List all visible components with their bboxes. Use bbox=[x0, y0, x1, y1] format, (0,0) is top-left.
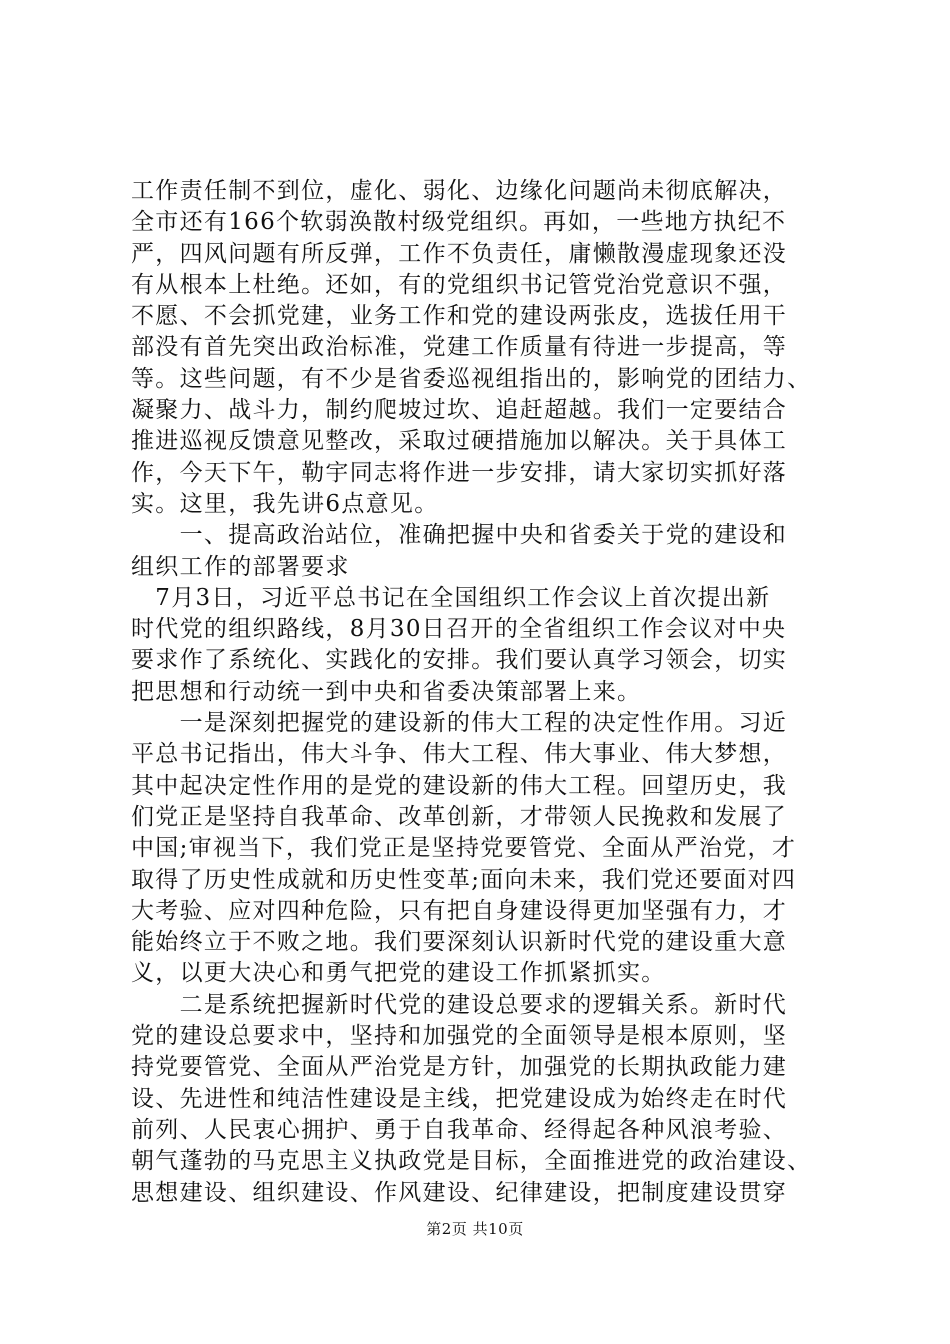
text-line: 有从根本上杜绝。还如，有的党组织书记管党治党意识不强， bbox=[131, 271, 788, 298]
text-line: 朝气蓬勃的马克思主义执政党是目标，全面推进党的政治建设、 bbox=[131, 1148, 812, 1175]
text-line: 工作责任制不到位，虚化、弱化、边缘化问题尚未彻底解决， bbox=[131, 178, 788, 204]
text-line: 全市还有166个软弱涣散村级党组织。再如，一些地方执纪不 bbox=[131, 209, 787, 236]
text-line: 凝聚力、战斗力，制约爬坡过坎、追赶超越。我们一定要结合 bbox=[131, 397, 788, 424]
text-line: 7月3日，习近平总书记在全国组织工作会议上首次提出新 bbox=[131, 584, 771, 611]
document-body bbox=[131, 176, 831, 1209]
text-line: 部没有首先突出政治标准，党建工作质量有待进一步提高，等 bbox=[131, 334, 788, 361]
text-line: 推进巡视反馈意见整改，采取过硬措施加以解决。关于具体工 bbox=[131, 428, 788, 455]
text-line: 思想建设、组织建设、作风建设、纪律建设，把制度建设贯穿 bbox=[131, 1179, 788, 1206]
text-line: 中国;审视当下，我们党正是坚持党要管党、全面从严治党，才 bbox=[131, 835, 797, 862]
text-line: 其中起决定性作用的是党的建设新的伟大工程。回望历史，我 bbox=[131, 772, 788, 799]
text-line: 二是系统把握新时代党的建设总要求的逻辑关系。新时代 bbox=[131, 991, 788, 1018]
text-line: 时代党的组织路线，8月30日召开的全省组织工作会议对中央 bbox=[131, 616, 787, 643]
text-line: 一是深刻把握党的建设新的伟大工程的决定性作用。习近 bbox=[131, 710, 788, 737]
text-line: 设、先进性和纯洁性建设是主线，把党建设成为始终走在时代 bbox=[131, 1085, 788, 1112]
text-line: 实。这里，我先讲6点意见。 bbox=[131, 490, 439, 517]
page-footer: 第2页 共10页 bbox=[426, 1220, 524, 1238]
text-line: 等。这些问题，有不少是省委巡视组指出的，影响党的团结力、 bbox=[131, 365, 812, 392]
text-line: 平总书记指出，伟大斗争、伟大工程、伟大事业、伟大梦想， bbox=[131, 741, 788, 768]
text-line: 能始终立于不败之地。我们要深刻认识新时代党的建设重大意 bbox=[131, 929, 788, 956]
text-line: 作，今天下午，勒宇同志将作进一步安排，请大家切实抓好落 bbox=[131, 459, 788, 486]
text-line: 把思想和行动统一到中央和省委决策部署上来。 bbox=[131, 678, 642, 705]
text-line: 们党正是坚持自我革命、改革创新，才带领人民挽救和发展了 bbox=[131, 803, 788, 830]
text-line: 党的建设总要求中，坚持和加强党的全面领导是根本原则，坚 bbox=[131, 1023, 788, 1050]
text-line: 组织工作的部署要求 bbox=[131, 553, 350, 580]
text-line: 前列、人民衷心拥护、勇于自我革命、经得起各种风浪考验、 bbox=[131, 1116, 788, 1143]
text-line: 要求作了系统化、实践化的安排。我们要认真学习领会，切实 bbox=[131, 647, 788, 674]
text-line: 取得了历史性成就和历史性变革;面向未来，我们党还要面对四 bbox=[131, 866, 797, 893]
text-line: 义，以更大决心和勇气把党的建设工作抓紧抓实。 bbox=[131, 960, 666, 987]
text-line: 严，四风问题有所反弹，工作不负责任，庸懒散漫虚现象还没 bbox=[131, 240, 788, 267]
text-line: 不愿、不会抓党建，业务工作和党的建设两张皮，选拔任用干 bbox=[131, 303, 788, 330]
text-line: 大考验、应对四种危险，只有把自身建设得更加坚强有力，才 bbox=[131, 897, 788, 924]
text-line: 一、提高政治站位，准确把握中央和省委关于党的建设和 bbox=[131, 522, 788, 549]
text-line: 持党要管党、全面从严治党是方针，加强党的长期执政能力建 bbox=[131, 1054, 788, 1081]
